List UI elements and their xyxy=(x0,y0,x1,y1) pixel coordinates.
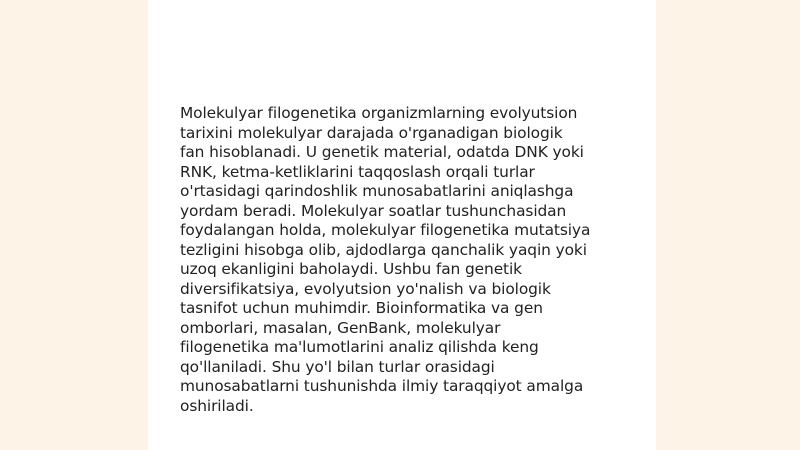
document-page xyxy=(148,0,656,450)
body-paragraph: Molekulyar filogenetika organizmlarning evolyutsion tarixini molekulyar darajada o'rganadigan biologik fan hisoblanadi. U genetik material, odatda DNK yoki RNK, ketma-ketliklarini taqqoslash orqali turlar o'rtasidagi qarindoshlik munosabatlarini aniqlashga yordam beradi. Molekulyar soatlar tushunchasidan foydalangan holda, molekulyar filogenetika mutatsiya tezligini hisobga olib, ajdodlarga qanchalik yaqin yoki uzoq ekanligini baholaydi. Ushbu fan genetik diversifikatsiya, evolyutsion yo'nalish va biologik tasnifot uchun muhimdir. Bioinformatika va gen omborlari, masalan, GenBank, molekulyar filogenetika ma'lumotlarini analiz qilishda keng qo'llaniladi. Shu yo'l bilan turlar orasidagi munosabatlarni tushunishda ilmiy taraqqiyot amalga oshiriladi. xyxy=(180,104,591,415)
